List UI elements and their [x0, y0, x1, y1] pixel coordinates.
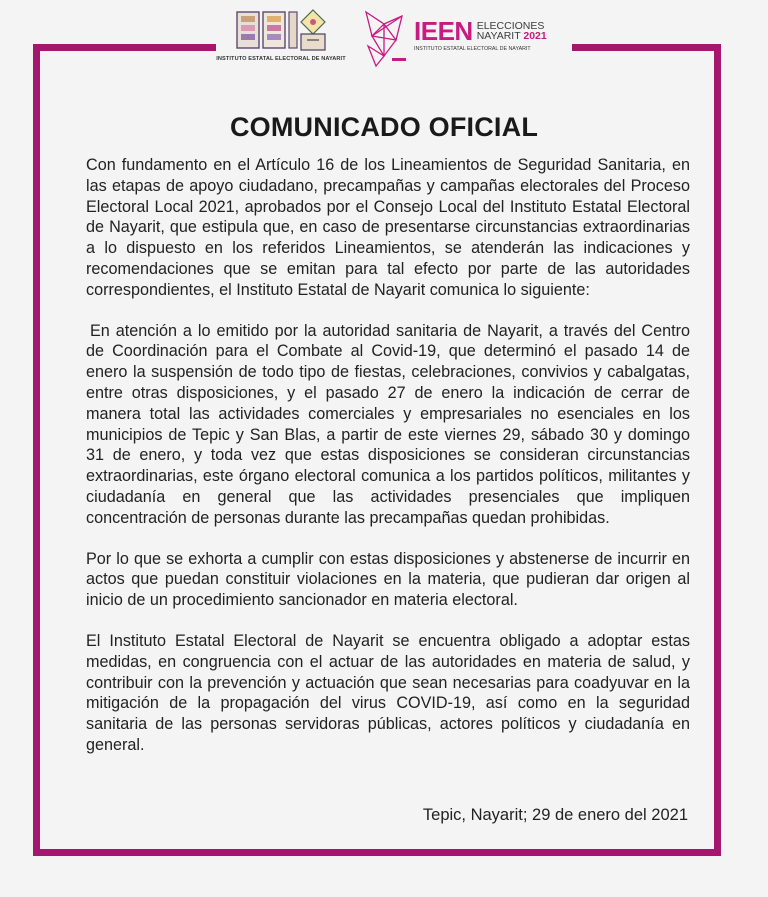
document-title: COMUNICADO OFICIAL — [229, 112, 539, 142]
paragraph-health-measures: En atención a lo emitido por la autoridad sanitaria de Nayarit, a través del Centro de Coordinación para el Combate al Covid-19, que determinó el pasado 14 de enero la suspensión de todo tipo de fiestas, celebraciones, convivios y cabalgatas, entre otras disposiciones, y el pasado 27 de enero la indicación de cerrar de manera total las actividades comerciales y empresariales no esenciales en los municipios de Tepic y San Blas, a partir de este viernes 29, sábado 30 y domingo 31 de enero, y toda vez que estas disposiciones se consideran circunstancias extraordinarias, este órgano electoral comunica a los partidos políticos, militantes y ciudadanía en general que las actividades presenciales que impliquen concentración de personas durante las precampañas quedan prohibidas. — [86, 321, 690, 527]
elecciones-label: ELECCIONES — [476, 20, 545, 32]
logo2-subcaption: INSTITUTO ESTATAL ELECTORAL DE NAYARIT — [414, 46, 531, 52]
origami-emblem-icon — [358, 6, 410, 70]
year-label: 2021 — [523, 30, 547, 42]
ieen-emblem-icon — [231, 6, 331, 54]
logo1-caption: INSTITUTO ESTATAL ELECTORAL DE NAYARIT — [216, 56, 346, 62]
paragraph-obligation: El Instituto Estatal Electoral de Nayarit se encuentra obligado a adoptar estas medidas, en congruencia con el actuar de las autoridades en materia de salud, y contribuir con la prevención y actuación que sean necesarias para coadyuvar en la mitigación de la propagación del virus COVID-19, así como en la seguridad sanitaria de las personas servidoras públicas, actores políticos y ciudadanía en general. — [86, 631, 690, 754]
document-body — [86, 155, 690, 776]
header-logos — [216, 6, 572, 80]
place-and-date: Tepic, Nayarit; 29 de enero del 2021 — [422, 806, 688, 824]
paragraph-exhortation: Por lo que se exhorta a cumplir con estas disposiciones y abstenerse de incurrir en actos que puedan constituir violaciones en la materia, que pudieran dar origen al inicio de un procedimiento sancionador en materia electoral. — [86, 549, 690, 610]
nayarit-label: NAYARIT — [476, 30, 521, 42]
ieen-wordmark: IEEN — [414, 16, 473, 46]
ieen-institute-logo — [216, 6, 346, 62]
elecciones-2021-logo — [358, 6, 547, 70]
paragraph-foundation: Con fundamento en el Artículo 16 de los Lineamientos de Seguridad Sanitaria, en las etapas de apoyo ciudadano, precampañas y campañas electorales del Proceso Electoral Local 2021, aprobados por el Consejo Local del Instituto Estatal Electoral de Nayarit, que estipula que, en caso de presentarse circunstancias extraordinarias a lo dispuesto en los referidos Lineamientos, se atenderán las indicaciones y recomendaciones que se emitan para tal efecto por parte de las autoridades correspondientes, el Instituto Estatal de Nayarit comunica lo siguiente: — [86, 156, 690, 299]
